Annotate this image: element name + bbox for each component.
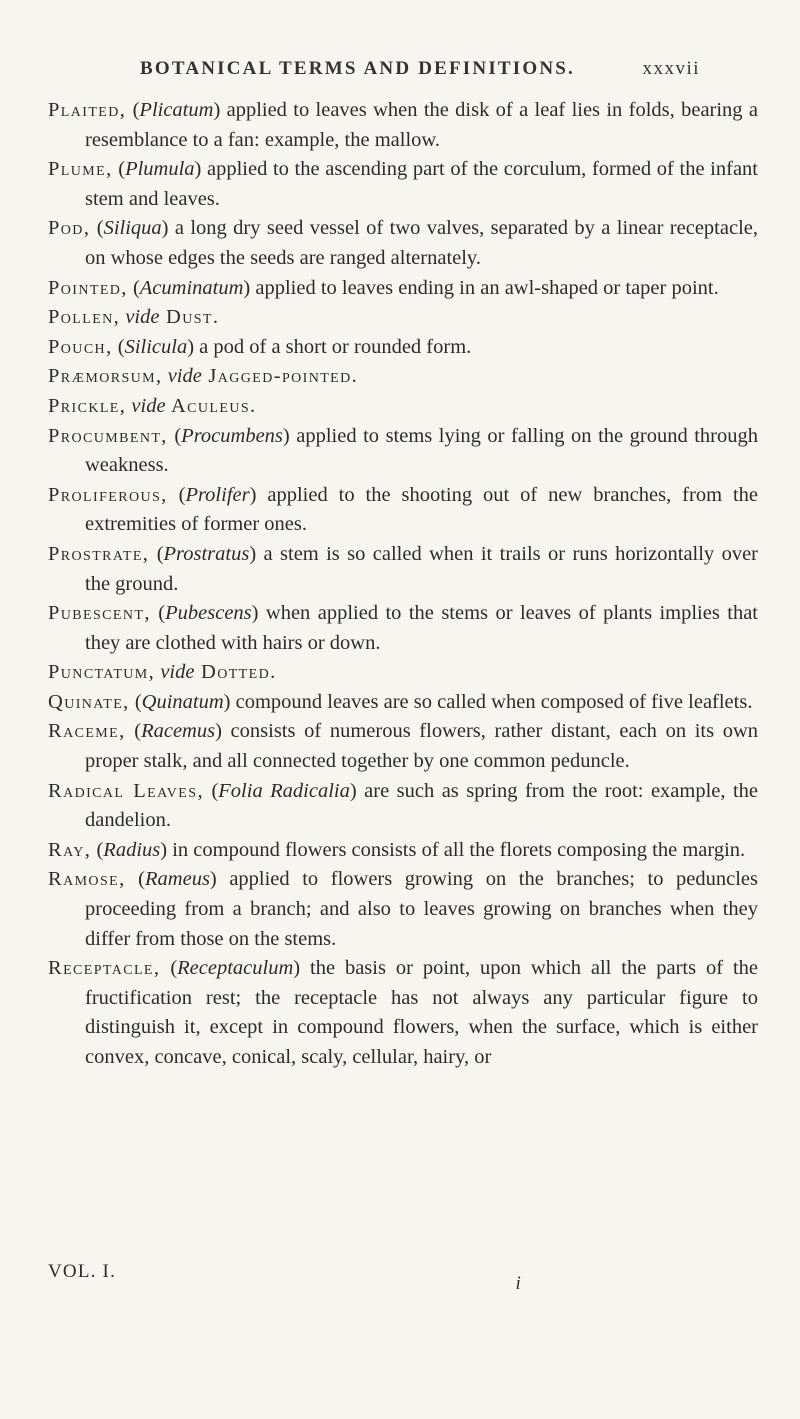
entry-term: Plaited, [48,99,127,121]
glossary-entries [48,96,758,1073]
glossary-entry [48,362,758,392]
entry-latin-name: Rameus [145,868,210,891]
entry-definition-text: ) when applied to the stems or leaves of plants implies that they are clothed with hairs or down. [85,602,758,654]
entry-latin-name: Siliqua [103,217,162,240]
entry-term: Prickle, [48,394,127,417]
entry-term: Præmorsum, [48,365,163,388]
entry-latin-name: Silicula [124,335,188,358]
entry-latin-name: Receptaculum [177,957,294,980]
entry-term: Pointed, [48,276,128,299]
glossary-entry [48,303,758,333]
entry-term: Pollen, [48,306,121,329]
entry-definition-text: ( [167,483,186,506]
entry-latin-name: Racemus [141,720,216,743]
entry-term: Receptacle, [48,957,161,980]
entry-term: Punctatum, [48,661,156,684]
glossary-entry [48,96,758,155]
entry-cross-reference: Jagged-pointed. [201,365,359,388]
entry-latin-name: Quinatum [141,690,224,713]
glossary-entry [48,422,758,481]
entry-term: Radical Leaves, [48,779,204,802]
entry-definition-text: ) applied to the shooting out of new branches, from the extremities of former ones. [85,483,758,536]
entry-latin-name: vide [167,365,202,388]
entry-term: Pouch, [48,335,113,358]
glossary-entry [48,836,758,866]
running-title: BOTANICAL TERMS AND DEFINITIONS. [140,58,575,79]
entry-latin-name: Plumula [125,158,195,181]
glossary-entry [48,865,758,954]
glossary-entry [48,155,758,214]
glossary-entry [48,777,758,836]
entry-definition-text: ( [90,217,104,240]
glossary-entry [48,214,758,273]
glossary-entry [48,688,758,718]
entry-definition-text: ( [126,99,140,121]
glossary-entry [48,392,758,422]
entry-latin-name: vide [131,394,166,417]
entry-definition-text: ) a stem is so called when it trails or runs horizontally over the ground. [85,542,758,595]
entry-definition-text: ( [127,276,140,299]
glossary-entry [48,717,758,776]
entry-definition-text: ) applied to the ascending part of the corculum, formed of the infant stem and leaves. [85,158,758,210]
entry-definition-text: ) are such as spring from the root: example, the dandelion. [85,779,759,832]
entry-definition-text: ( [112,158,126,181]
glossary-entry [48,599,758,658]
entry-term: Procumbent, [48,424,168,447]
entry-definition-text: ) applied to stems lying or falling on the ground through weakness. [85,424,758,477]
entry-latin-name: Prolifer [185,483,250,506]
entry-term: Ramose, [48,868,126,891]
entry-definition-text: ( [129,690,142,713]
entry-latin-name: Procumbens [181,424,283,447]
entry-latin-name: vide [125,306,160,329]
glossary-entry [48,954,758,1072]
running-head [140,58,700,80]
entry-term: Quinate, [48,690,130,713]
glossary-entry [48,658,758,688]
entry-definition-text: ( [125,868,146,891]
entry-latin-name: Radius [103,838,161,861]
glossary-entry [48,540,758,599]
entry-term: Raceme, [48,720,126,743]
entry-latin-name: Pubescens [165,602,252,625]
entry-latin-name: Acuminatum [139,276,244,299]
entry-definition-text: ( [125,720,142,743]
entry-definition-text: ) compound leaves are so called when composed of five leaflets. [223,690,753,713]
entry-term: Ray, [48,838,92,861]
entry-definition-text: ) consists of numerous flowers, rather distant, each on its own proper stalk, and all connected together by one common peduncle. [85,720,759,773]
glossary-entry [48,274,758,304]
entry-latin-name: Plicatum [139,99,214,121]
glossary-entry [48,481,758,540]
entry-cross-reference: Aculeus. [165,394,257,417]
entry-cross-reference: Dust. [159,306,220,329]
page-footer [48,1261,758,1295]
entry-definition-text: ) applied to leaves ending in an awl-shaped or taper point. [243,276,719,299]
entry-term: Pubescent, [48,602,151,625]
entry-definition-text: ( [160,957,178,980]
entry-definition-text: ) a long dry seed vessel of two valves, separated by a linear receptacle, on whose edges the seeds are ranged alternately. [85,217,758,269]
volume-label: VOL. I. [48,1261,117,1282]
entry-definition-text: ( [149,542,164,565]
entry-term: Pod, [48,217,91,240]
entry-definition-text: ( [91,838,104,861]
entry-latin-name: Prostratus [163,542,250,565]
entry-term: Proliferous, [48,483,168,506]
page-number: xxxvii [642,58,700,79]
entry-definition-text: ) in compound flowers consists of all the florets composing the margin. [160,838,746,861]
entry-term: Prostrate, [48,542,150,565]
entry-definition-text: ( [203,779,219,802]
entry-definition-text: ) a pod of a short or rounded form. [187,335,472,358]
entry-definition-text: ( [112,335,125,358]
entry-term: Plume, [48,158,113,181]
entry-definition-text: ( [167,424,182,447]
glossary-entry [48,333,758,363]
signature-mark: i [515,1273,522,1294]
entry-definition-text: ) the basis or point, upon which all the parts of the fructification rest; the receptacle has not always any particular figure to distinguish it, except in compound flowers, when the surface, which is either convex, concave, conical, scaly, cellular, hairy, or [85,957,758,1068]
entry-latin-name: Folia Radicalia [218,779,350,802]
entry-definition-text: ) applied to leaves when the disk of a leaf lies in folds, bearing a resemblance to a fan: example, the mallow. [85,99,758,151]
entry-definition-text: ) applied to flowers growing on the branches; to peduncles proceeding from a branch; and also to leaves growing on branches when they differ from those on the stems. [85,868,758,950]
entry-latin-name: vide [160,661,195,684]
entry-definition-text: ( [150,602,166,625]
entry-cross-reference: Dotted. [194,661,277,684]
